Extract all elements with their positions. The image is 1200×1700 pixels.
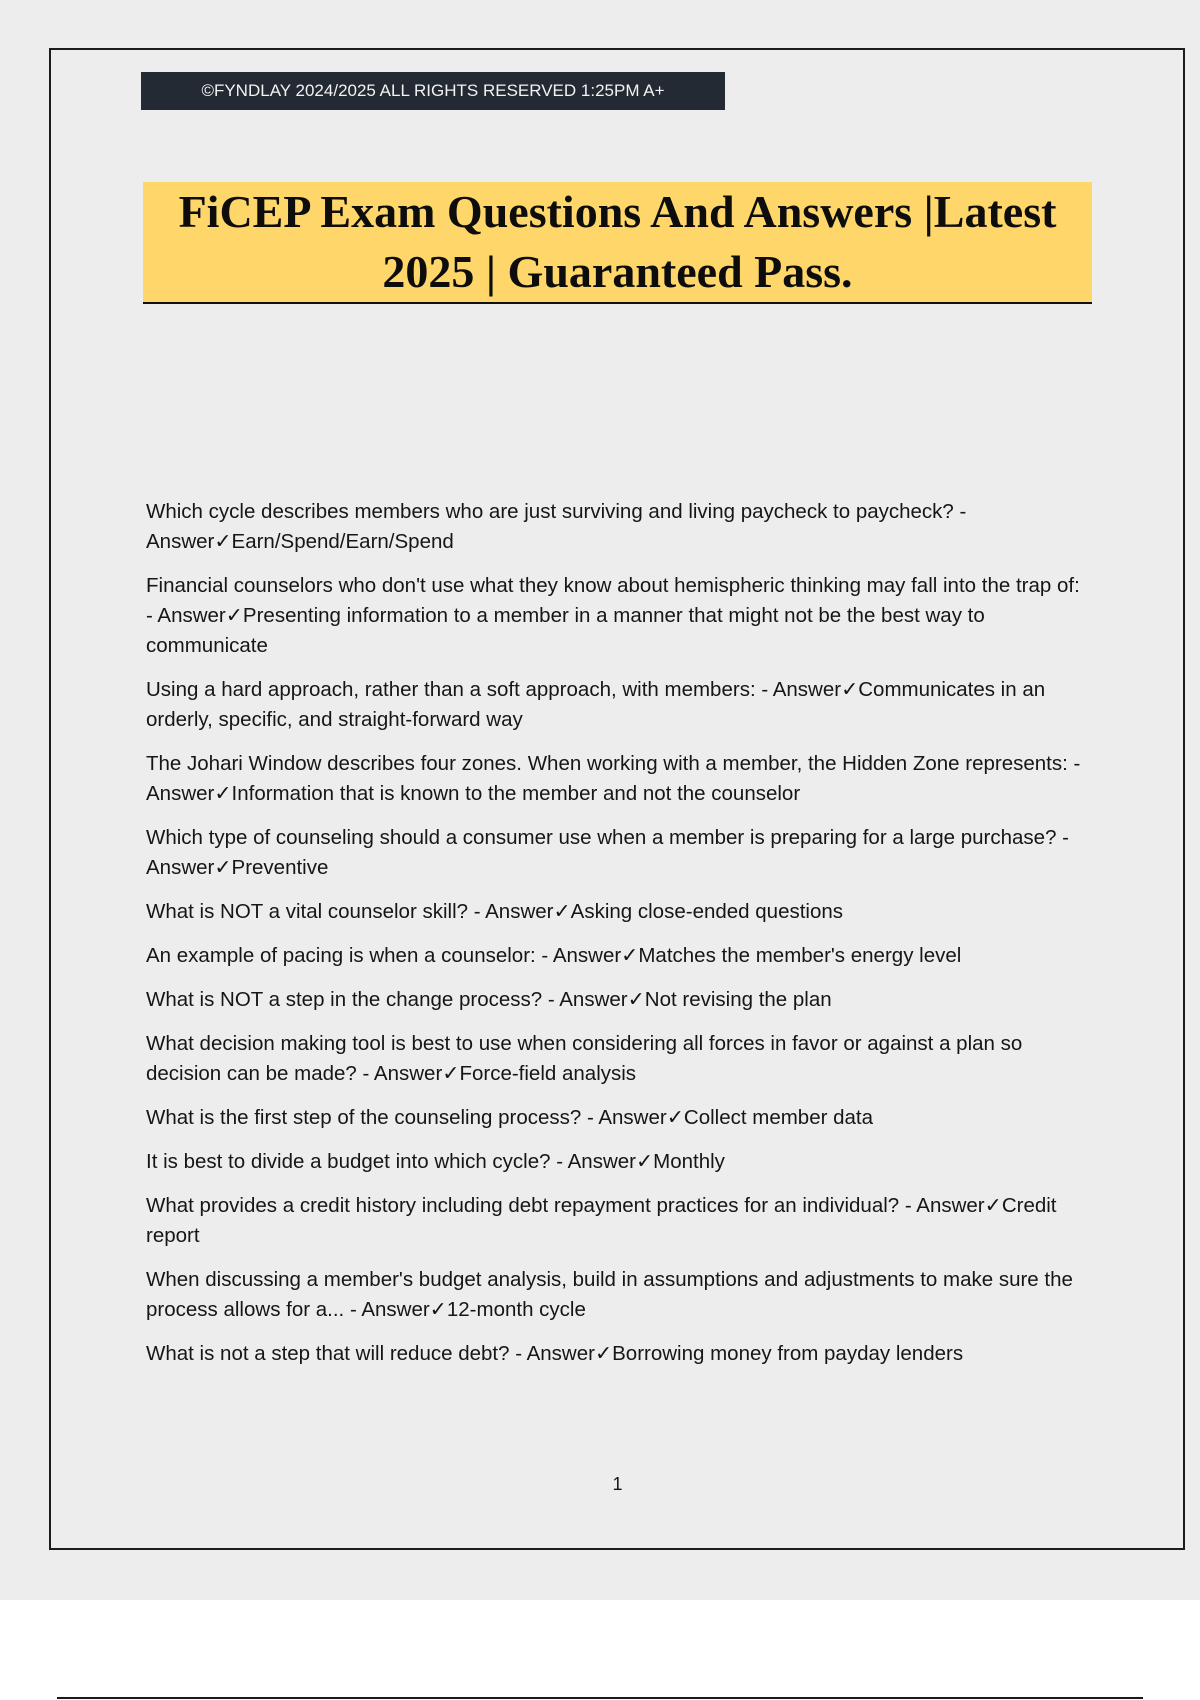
qa-item: What decision making tool is best to use when considering all forces in favor or against a plan so decision can be made? - Answer✓Force-field analysis <box>146 1032 1023 1085</box>
qa-item: What is not a step that will reduce debt? - Answer✓Borrowing money from payday lenders <box>146 1342 964 1365</box>
qa-item: When discussing a member's budget analysis, build in assumptions and adjustments to make sure the process allows for a... - Answer✓12-month cycle <box>146 1268 1073 1321</box>
document-title-box <box>143 182 1092 304</box>
qa-item: Which cycle describes members who are just surviving and living paycheck to paycheck? - Answer✓Earn/Spend/Earn/Spend <box>146 500 967 553</box>
qa-item: An example of pacing is when a counselor: - Answer✓Matches the member's energy level <box>146 944 962 967</box>
document-title: FiCEP Exam Questions And Answers |Latest 2025 | Guaranteed Pass. <box>178 186 1057 297</box>
qa-item: Financial counselors who don't use what they know about hemispheric thinking may fall into the trap of: - Answer✓Presenting information to a member in a manner that might not be the best way to communicate <box>146 574 1080 657</box>
qa-item: What is NOT a vital counselor skill? - Answer✓Asking close-ended questions <box>146 900 844 923</box>
qa-item: Using a hard approach, rather than a soft approach, with members: - Answer✓Communicates in an orderly, specific, and straight-forward way <box>146 678 1046 731</box>
qa-item: Which type of counseling should a consumer use when a member is preparing for a large purchase? - Answer✓Preventive <box>146 826 1069 879</box>
qa-item: What provides a credit history including debt repayment practices for an individual? - Answer✓Credit report <box>146 1194 1057 1247</box>
qa-item: The Johari Window describes four zones. When working with a member, the Hidden Zone represents: - Answer✓Information that is known to the member and not the counselor <box>146 752 1081 805</box>
next-page-divider <box>57 1697 1143 1699</box>
qa-item: It is best to divide a budget into which cycle? - Answer✓Monthly <box>146 1150 725 1173</box>
question-answer-list <box>146 497 1086 1383</box>
qa-item: What is the first step of the counseling process? - Answer✓Collect member data <box>146 1106 874 1129</box>
copyright-banner: ©FYNDLAY 2024/2025 ALL RIGHTS RESERVED 1:25PM A+ <box>141 72 725 110</box>
page-number: 1 <box>612 1474 623 1494</box>
qa-item: What is NOT a step in the change process? - Answer✓Not revising the plan <box>146 988 832 1011</box>
